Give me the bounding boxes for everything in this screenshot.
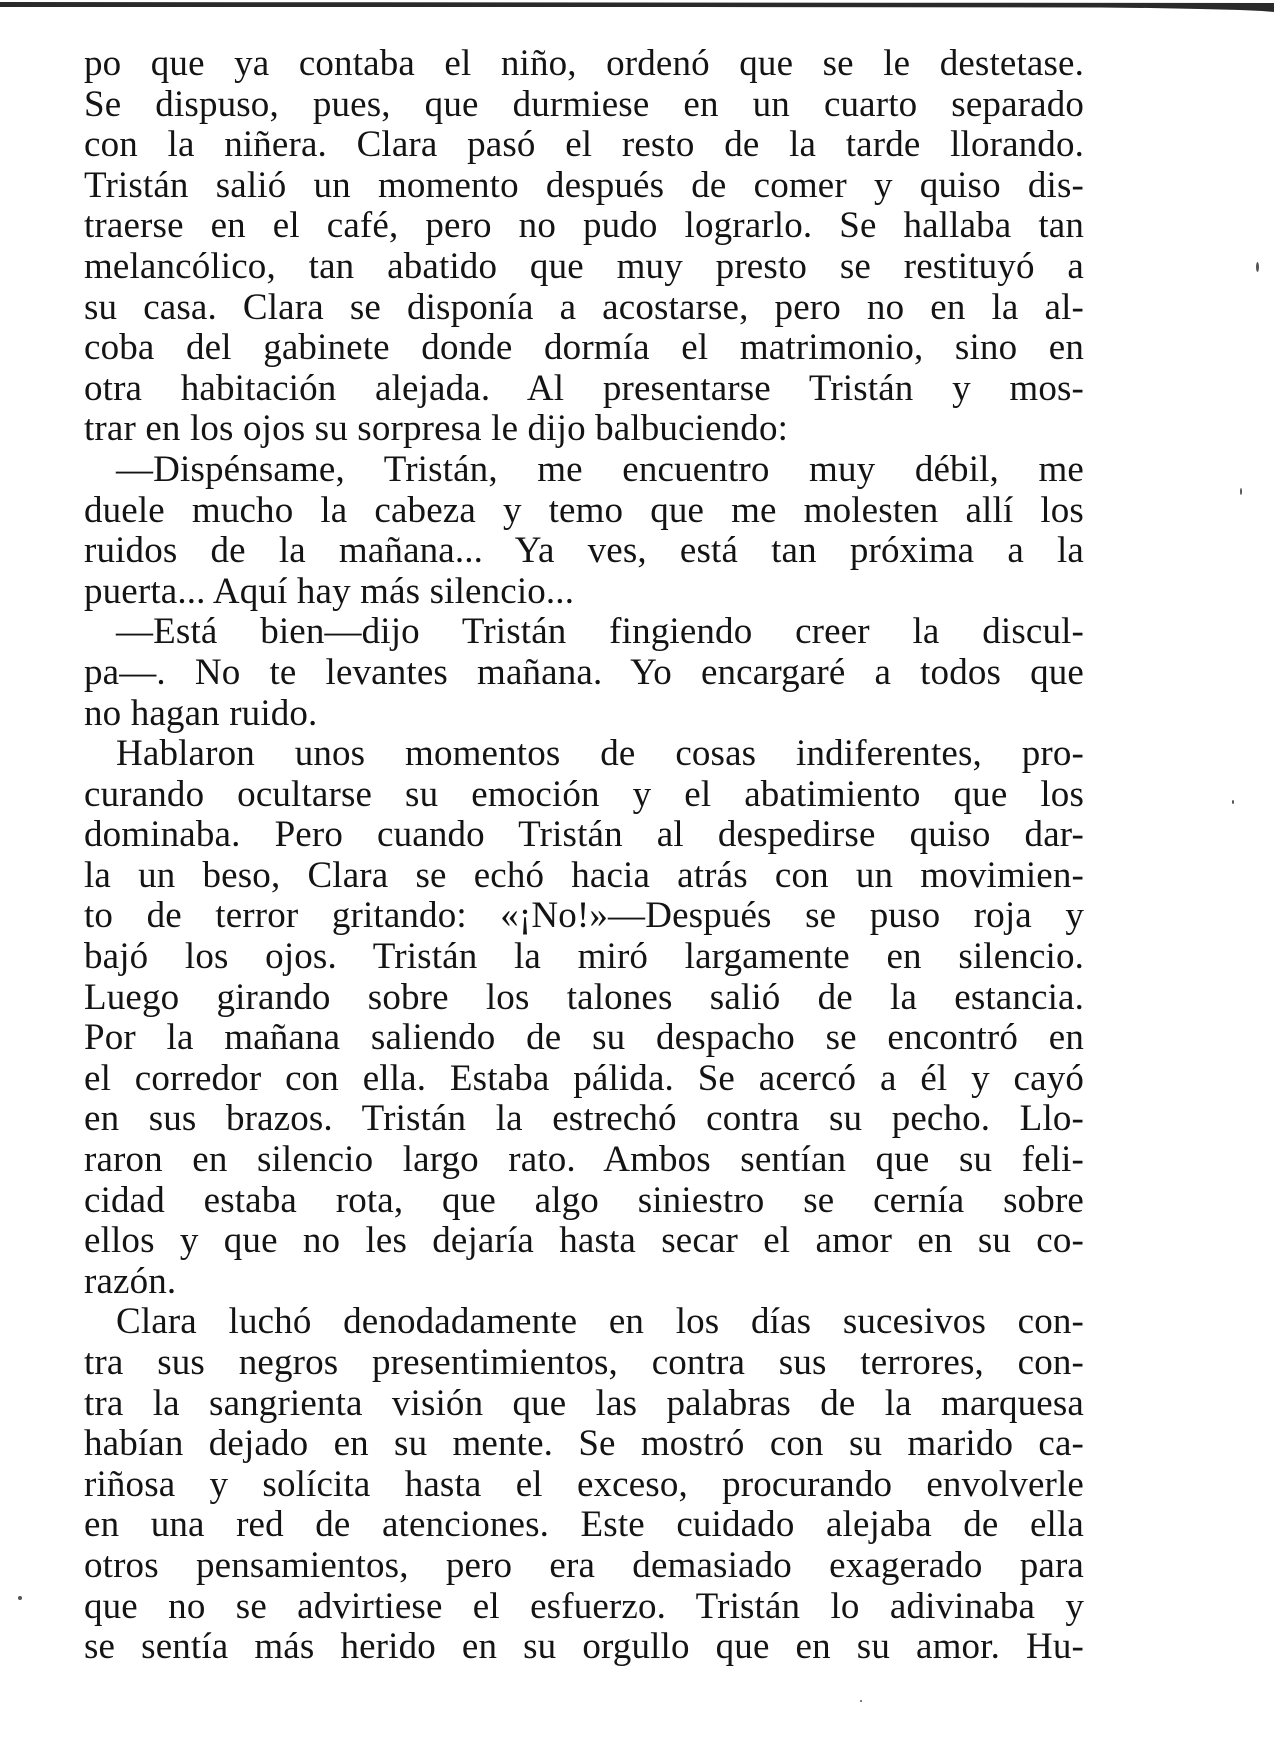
paragraph-4: [84, 734, 1084, 1302]
text-line: riñosa y solícita hasta el exceso, procurando envolverle: [84, 1463, 1084, 1505]
text-line: trar en los ojos su sorpresa le dijo balbuciendo:: [84, 408, 789, 450]
text-line: —Está bien—dijo Tristán fingiendo creer la discul-: [116, 611, 1084, 653]
scan-speck: [18, 1596, 22, 1600]
text-line: traerse en el café, pero no pudo lograrlo. Se hallaba tan: [84, 205, 1084, 247]
text-line: en sus brazos. Tristán la estrechó contra su pecho. Llo-: [84, 1098, 1084, 1140]
text-line: dominaba. Pero cuando Tristán al despedirse quiso dar-: [84, 814, 1084, 856]
scan-speck: [860, 1700, 862, 1702]
text-line: melancólico, tan abatido que muy presto se restituyó a: [84, 245, 1084, 287]
top-edge-rule: [0, 0, 1274, 12]
text-line: se sentía más herido en su orgullo que en su amor. Hu-: [84, 1626, 1084, 1668]
text-line: otros pensamientos, pero era demasiado exagerado para: [84, 1544, 1084, 1586]
text-line: otra habitación alejada. Al presentarse Tristán y mos-: [84, 367, 1084, 409]
text-line: ellos y que no les dejaría hasta secar el amor en su co-: [84, 1220, 1084, 1262]
text-line: tra sus negros presentimientos, contra sus terrores, con-: [84, 1342, 1084, 1383]
paragraph-2: [84, 450, 1084, 612]
paragraph-5: [84, 1302, 1084, 1667]
book-page-text: [84, 44, 1084, 1668]
text-line: bajó los ojos. Tristán la miró largamente en silencio.: [84, 936, 1084, 978]
text-line: ruidos de la mañana... Ya ves, está tan próxima a la: [84, 530, 1084, 572]
text-line: cidad estaba rota, que algo siniestro se cernía sobre: [84, 1179, 1084, 1221]
text-line: Se dispuso, pues, que durmiese en un cuarto separado: [84, 83, 1084, 125]
text-line: to de terror gritando: «¡No!»—Después se puso roja y: [84, 895, 1084, 937]
text-line: raron en silencio largo rato. Ambos sentían que su feli-: [84, 1139, 1084, 1181]
text-line: pa—. No te levantes mañana. Yo encargaré a todos que: [84, 651, 1084, 693]
text-line: duele mucho la cabeza y temo que me molesten allí los: [84, 489, 1084, 531]
text-line: con la niñera. Clara pasó el resto de la tarde llorando.: [84, 124, 1084, 166]
text-line: Tristán salió un momento después de comer y quiso dis-: [84, 164, 1084, 206]
text-line: el corredor con ella. Estaba pálida. Se acercó a él y cayó: [84, 1057, 1084, 1099]
text-line: po que ya contaba el niño, ordenó que se le destetase.: [84, 43, 1084, 84]
scan-speck: [1240, 488, 1242, 495]
text-line: tra la sangrienta visión que las palabras de la marquesa: [84, 1382, 1084, 1424]
text-line: curando ocultarse su emoción y el abatimiento que los: [84, 773, 1084, 815]
paragraph-1: [84, 44, 1084, 450]
scan-speck: [1232, 800, 1234, 804]
text-line: no hagan ruido.: [84, 692, 318, 734]
text-line: —Dispénsame, Tristán, me encuentro muy débil, me: [116, 448, 1084, 490]
paragraph-3: [84, 612, 1084, 734]
text-line: razón.: [84, 1260, 177, 1302]
text-line: coba del gabinete donde dormía el matrimonio, sino en: [84, 327, 1084, 369]
text-line: en una red de atenciones. Este cuidado alejaba de ella: [84, 1504, 1084, 1546]
text-line: puerta... Aquí hay más silencio...: [84, 570, 575, 612]
text-line: habían dejado en su mente. Se mostró con su marido ca-: [84, 1423, 1084, 1465]
text-line: Clara luchó denodadamente en los días sucesivos con-: [116, 1301, 1084, 1343]
text-line: que no se advirtiese el esfuerzo. Tristán lo adivinaba y: [84, 1585, 1084, 1627]
text-line: Luego girando sobre los talones salió de la estancia.: [84, 976, 1084, 1018]
text-line: su casa. Clara se disponía a acostarse, pero no en la al-: [84, 286, 1084, 328]
text-line: Hablaron unos momentos de cosas indiferentes, pro-: [116, 733, 1084, 775]
scan-speck: [1256, 262, 1259, 272]
text-line: la un beso, Clara se echó hacia atrás con un movimien-: [84, 854, 1084, 896]
text-line: Por la mañana saliendo de su despacho se encontró en: [84, 1017, 1084, 1059]
